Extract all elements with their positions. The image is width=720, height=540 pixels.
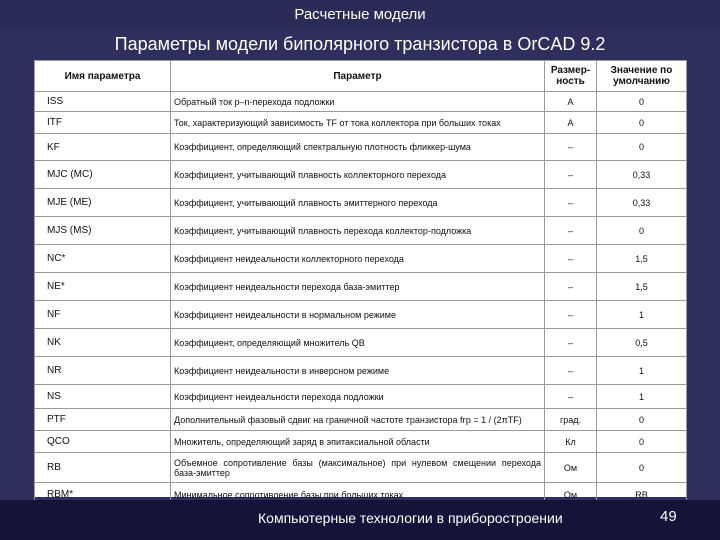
param-default: 0 bbox=[597, 92, 687, 112]
parameter-table bbox=[34, 60, 687, 507]
param-description: Коэффициент неидеальности перехода подложки bbox=[171, 385, 545, 409]
table-row bbox=[35, 273, 687, 301]
table-row bbox=[35, 217, 687, 245]
param-name: NR bbox=[35, 357, 171, 385]
param-unit: А bbox=[545, 92, 597, 112]
param-default: 0,33 bbox=[597, 161, 687, 189]
param-default: 1,5 bbox=[597, 273, 687, 301]
table-row bbox=[35, 161, 687, 189]
table-header-row bbox=[35, 61, 687, 92]
param-name: RB bbox=[35, 453, 171, 483]
param-unit: – bbox=[545, 301, 597, 329]
param-unit: – bbox=[545, 273, 597, 301]
param-unit: – bbox=[545, 134, 597, 161]
param-name: KF bbox=[35, 134, 171, 161]
table-row bbox=[35, 189, 687, 217]
param-name: MJC (MC) bbox=[35, 161, 171, 189]
param-default: 0 bbox=[597, 217, 687, 245]
param-unit: – bbox=[545, 161, 597, 189]
param-description: Объемное сопротивление базы (максимальное) при нулевом смещении перехода база-эмиттер bbox=[171, 453, 545, 483]
param-unit: – bbox=[545, 189, 597, 217]
param-name: NC* bbox=[35, 245, 171, 273]
param-name: NF bbox=[35, 301, 171, 329]
table-row bbox=[35, 453, 687, 483]
parameter-table-container bbox=[34, 60, 686, 500]
param-description: Дополнительный фазовый сдвиг на граничной частоте транзистора fгр = 1 / (2πTF) bbox=[171, 409, 545, 431]
param-name: NS bbox=[35, 385, 171, 409]
param-description: Обратный ток p–n-перехода подложки bbox=[171, 92, 545, 112]
param-unit: – bbox=[545, 385, 597, 409]
param-name: NE* bbox=[35, 273, 171, 301]
param-unit: Ом bbox=[545, 453, 597, 483]
param-default: 1 bbox=[597, 301, 687, 329]
param-default: 1 bbox=[597, 385, 687, 409]
param-name: ITF bbox=[35, 112, 171, 134]
table-row bbox=[35, 357, 687, 385]
param-description: Коэффициент неидеальности в инверсном режиме bbox=[171, 357, 545, 385]
param-name: NK bbox=[35, 329, 171, 357]
param-default: 1 bbox=[597, 357, 687, 385]
param-default: 0 bbox=[597, 453, 687, 483]
table-row bbox=[35, 134, 687, 161]
param-unit: Кл bbox=[545, 431, 597, 453]
param-name: MJS (MS) bbox=[35, 217, 171, 245]
param-description: Коэффициент неидеальности перехода база-эмиттер bbox=[171, 273, 545, 301]
column-header-unit: Размер-ность bbox=[545, 61, 597, 92]
table-row bbox=[35, 245, 687, 273]
param-description: Коэффициент, учитывающий плавность перехода коллектор-подложка bbox=[171, 217, 545, 245]
param-description: Коэффициент неидеальности коллекторного перехода bbox=[171, 245, 545, 273]
table-row bbox=[35, 92, 687, 112]
param-unit: – bbox=[545, 329, 597, 357]
param-default: 0 bbox=[597, 409, 687, 431]
param-unit: – bbox=[545, 245, 597, 273]
param-description: Множитель, определяющий заряд в эпитаксиальной области bbox=[171, 431, 545, 453]
param-description: Коэффициент неидеальности в нормальном режиме bbox=[171, 301, 545, 329]
param-unit: град. bbox=[545, 409, 597, 431]
param-default: RB bbox=[597, 483, 687, 507]
param-name: PTF bbox=[35, 409, 171, 431]
param-description: Коэффициент, определяющий спектральную плотность фликкер-шума bbox=[171, 134, 545, 161]
param-unit: А bbox=[545, 112, 597, 134]
param-default: 1,5 bbox=[597, 245, 687, 273]
param-unit: – bbox=[545, 217, 597, 245]
param-default: 0 bbox=[597, 431, 687, 453]
param-unit: – bbox=[545, 357, 597, 385]
slide-title: Параметры модели биполярного транзистора в OrCAD 9.2 bbox=[114, 34, 606, 54]
param-default: 0,33 bbox=[597, 189, 687, 217]
column-header-default: Значение по умолчанию bbox=[597, 61, 687, 92]
param-default: 0 bbox=[597, 134, 687, 161]
param-name: QCO bbox=[35, 431, 171, 453]
param-name: RBM* bbox=[35, 483, 171, 507]
param-name: MJE (ME) bbox=[35, 189, 171, 217]
table-row bbox=[35, 385, 687, 409]
param-description: Минимальное сопротивление базы при больших токах bbox=[171, 483, 545, 507]
param-description: Коэффициент, учитывающий плавность коллекторного перехода bbox=[171, 161, 545, 189]
page-number: 49 bbox=[660, 508, 677, 525]
table-row bbox=[35, 431, 687, 453]
param-name: ISS bbox=[35, 92, 171, 112]
table-row bbox=[35, 329, 687, 357]
param-description: Коэффициент, учитывающий плавность эмиттерного перехода bbox=[171, 189, 545, 217]
table-row bbox=[35, 409, 687, 431]
param-default: 0,5 bbox=[597, 329, 687, 357]
column-header-name: Имя параметра bbox=[35, 61, 171, 92]
section-header: Расчетные модели bbox=[0, 0, 720, 30]
table-row bbox=[35, 301, 687, 329]
param-description: Ток, характеризующий зависимость TF от тока коллектора при больших токах bbox=[171, 112, 545, 134]
param-description: Коэффициент, определяющий множитель QB bbox=[171, 329, 545, 357]
param-default: 0 bbox=[597, 112, 687, 134]
param-unit: Ом bbox=[545, 483, 597, 507]
table-row bbox=[35, 112, 687, 134]
footer-course-title: Компьютерные технологии в приборостроении bbox=[258, 510, 563, 526]
column-header-parameter: Параметр bbox=[171, 61, 545, 92]
